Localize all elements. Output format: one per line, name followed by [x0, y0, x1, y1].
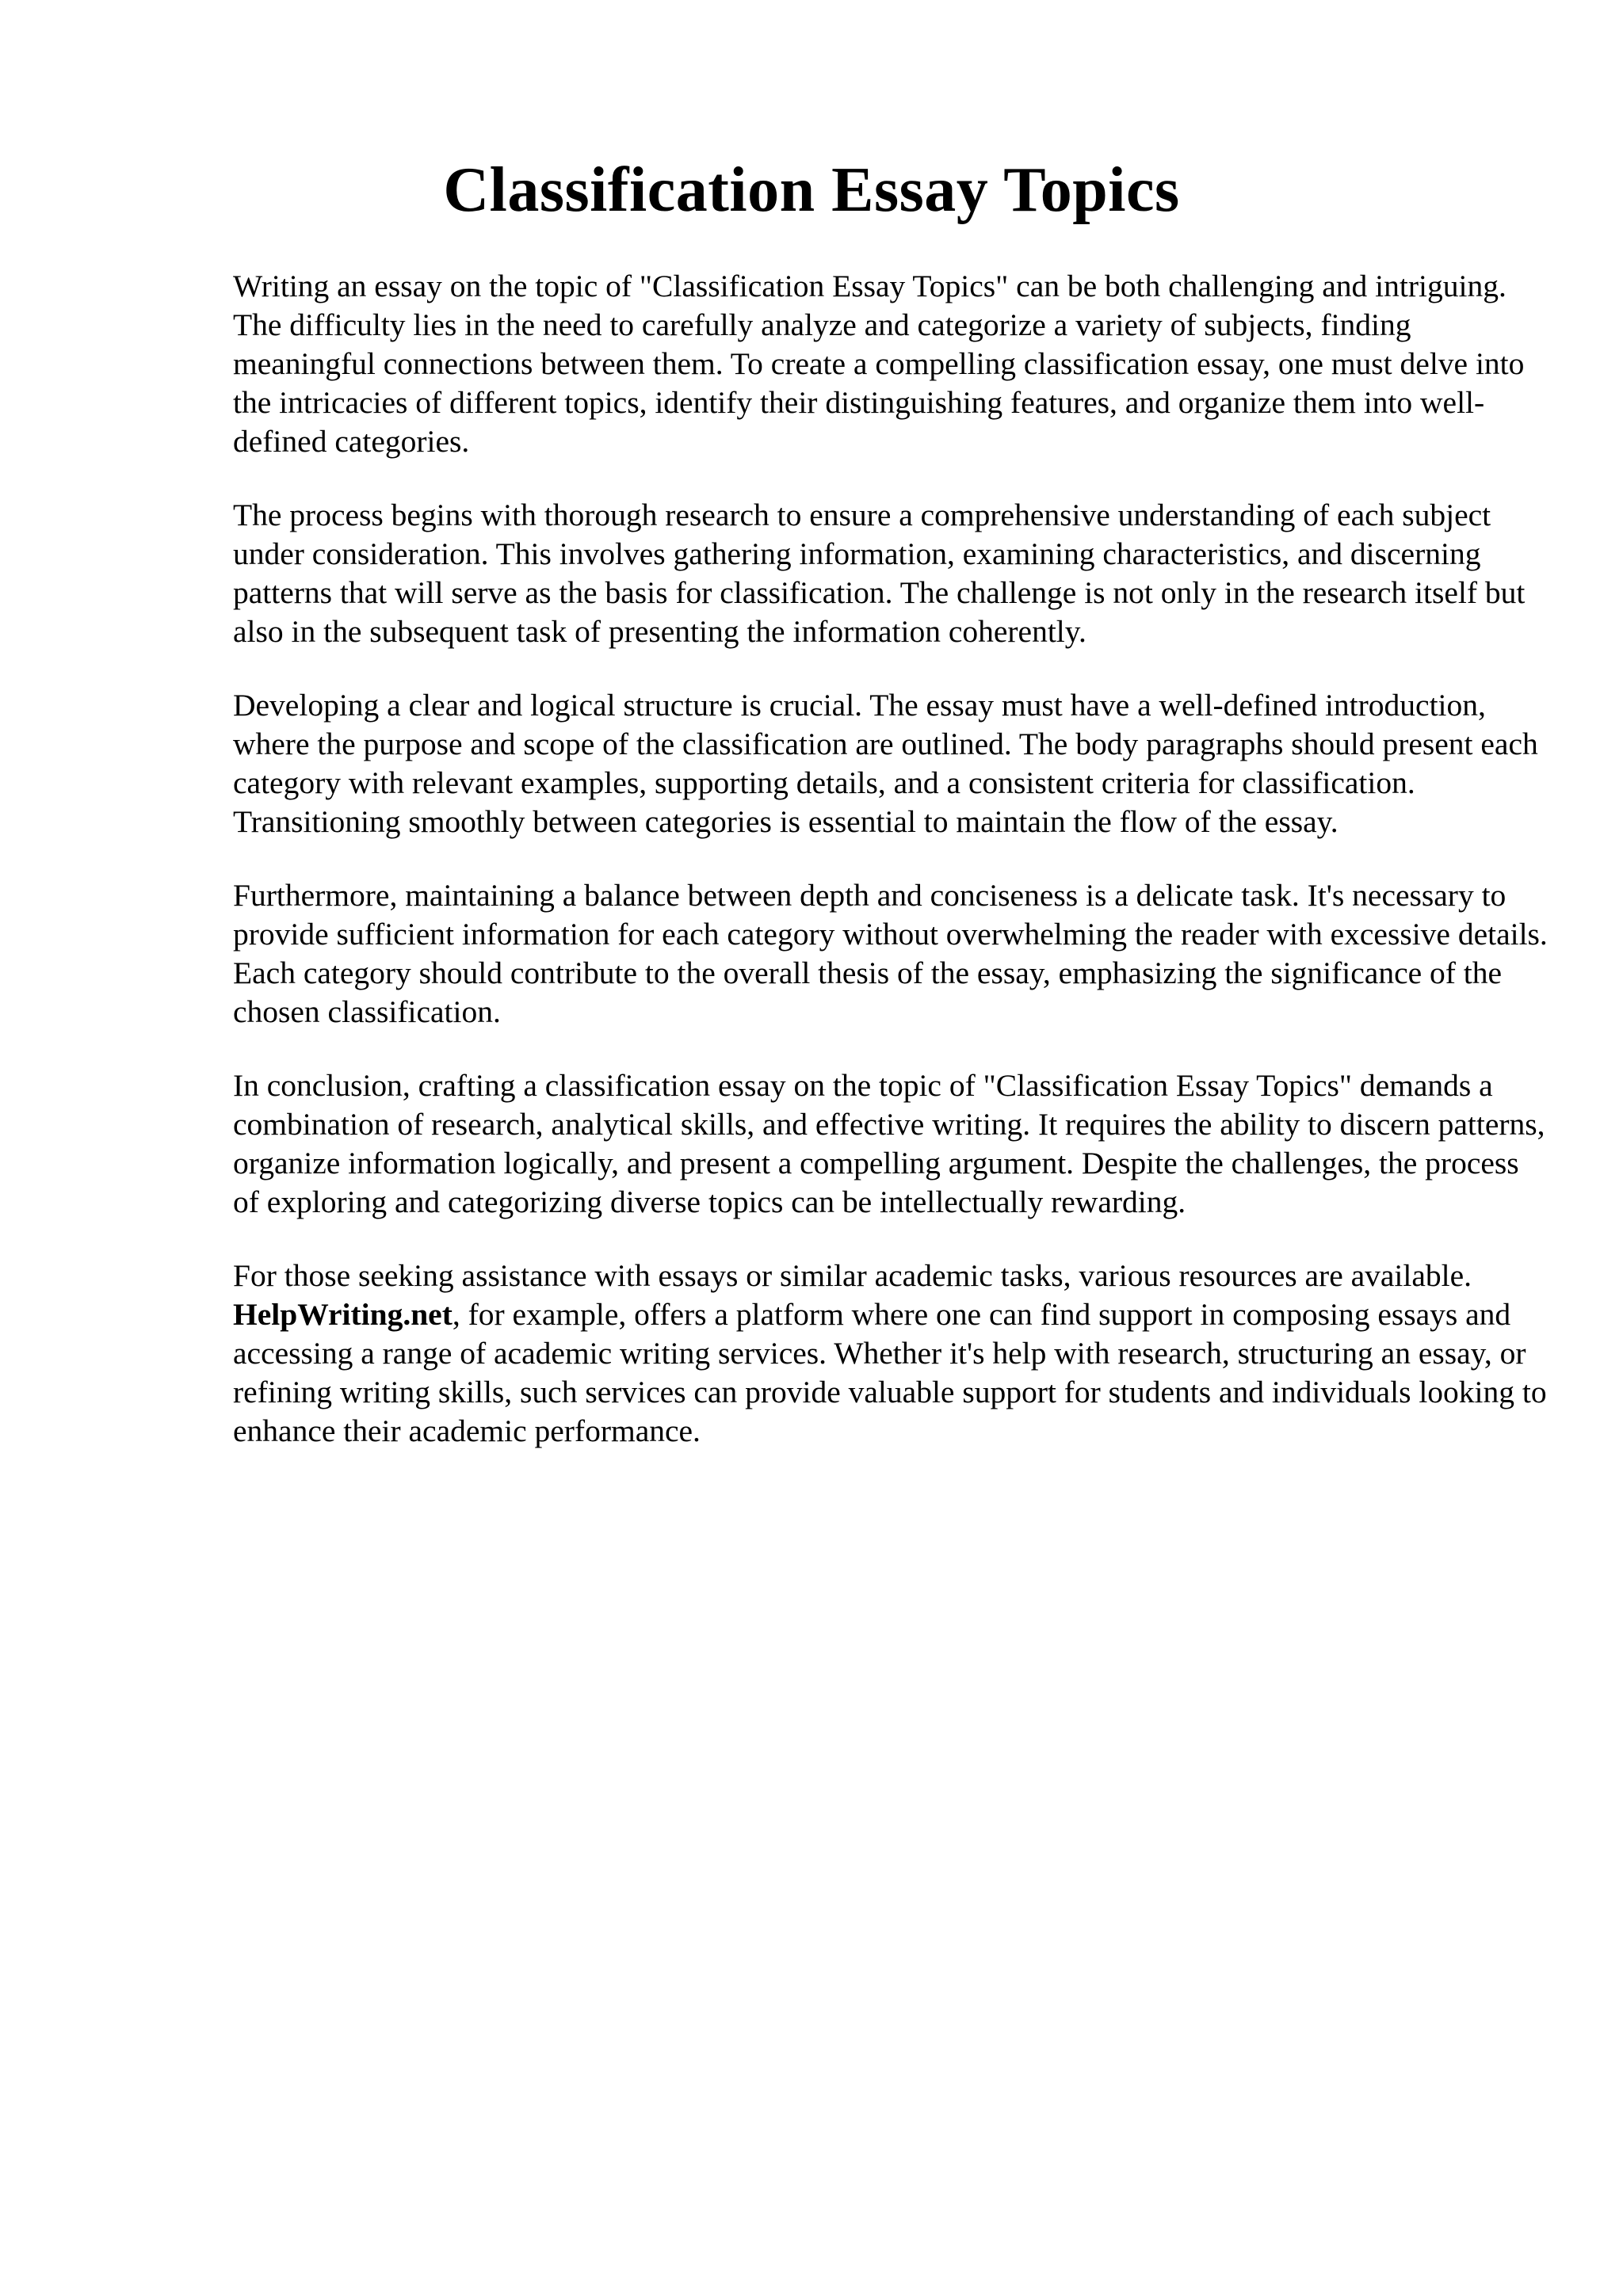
paragraph-conclusion: In conclusion, crafting a classification essay on the topic of "Classification Essay Topics" demands a combination of research, analytical skills, and effective writing. It requires the ability to discern patterns, organize information logically, and present a compelling argument. Despite the challenges, the process of exploring and categorizing diverse topics can be intellectually rewarding.: [233, 1068, 1545, 1219]
paragraph-research: The process begins with thorough research to ensure a comprehensive understanding of each subject under consideration. This involves gathering information, examining characteristics, and discerning patterns that will serve as the basis for classification. The challenge is not only in the research itself but also in the subsequent task of presenting the information coherently.: [233, 498, 1526, 649]
resources-intro-text: For those seeking assistance with essays or similar academic tasks, various resources are available.: [233, 1258, 1472, 1293]
resources-rest-text: , for example, offers a platform where one can find support in composing essays and accessing a range of academic writing services. Whether it's help with research, structuring an essay, or refining writing skills, such services can provide valuable support for students and individuals looking to enhance their academic performance.: [233, 1297, 1547, 1448]
brand-name: HelpWriting.net: [233, 1297, 453, 1332]
paragraph-structure: Developing a clear and logical structure is crucial. The essay must have a well-defined introduction, where the purpose and scope of the classification are outlined. The body paragraphs should present each category with relevant examples, supporting details, and a consistent criteria for classification. Transitioning smoothly between categories is essential to maintain the flow of the essay.: [233, 688, 1538, 839]
page-title: Classification Essay Topics: [443, 155, 1180, 225]
paragraph-resources: [233, 1257, 1549, 1451]
essay-body: [233, 267, 1549, 1486]
paragraph-intro: Writing an essay on the topic of "Classification Essay Topics" can be both challenging and intriguing. The difficulty lies in the need to carefully analyze and categorize a variety of subjects, finding meaningful connections between them. To create a compelling classification essay, one must delve into the intricacies of different topics, identify their distinguishing features, and organize them into well-defined categories.: [233, 269, 1525, 459]
paragraph-balance: Furthermore, maintaining a balance between depth and conciseness is a delicate task. It's necessary to provide sufficient information for each category without overwhelming the reader with excessive details. Each category should contribute to the overall thesis of the essay, emphasizing the significance of the chosen classification.: [233, 878, 1548, 1029]
